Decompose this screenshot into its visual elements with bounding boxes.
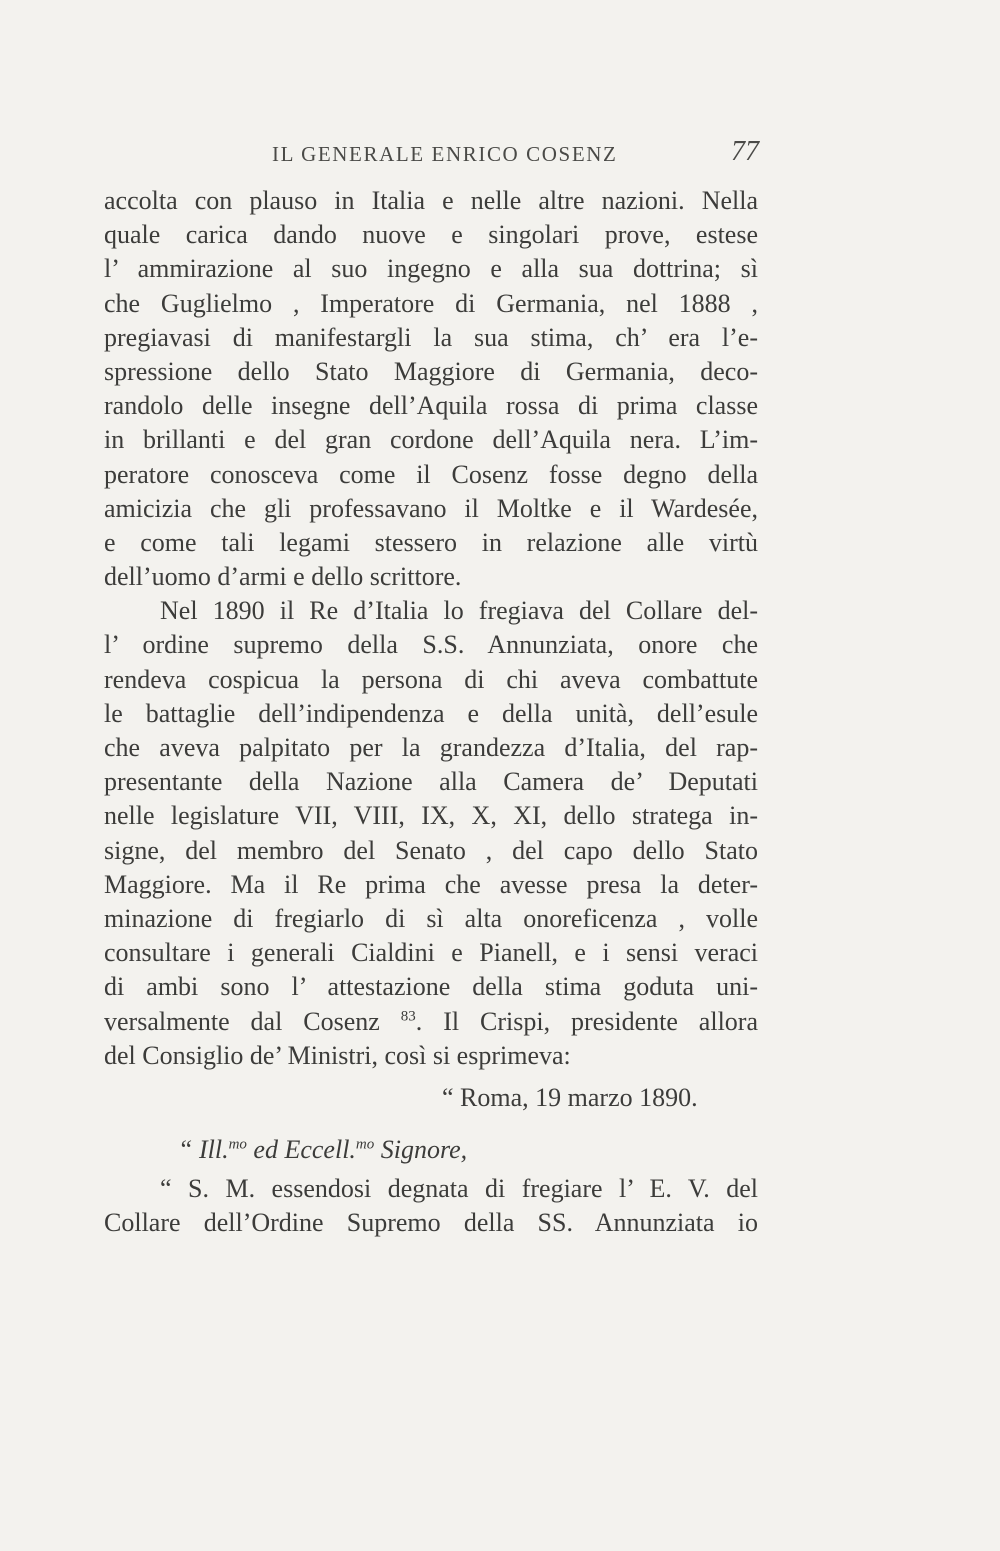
text-line: presentante della Nazione alla Camera de’ Deputati <box>104 767 758 797</box>
letter-line: “ S. M. essendosi degnata di fregiare l’ E. V. del <box>160 1174 758 1203</box>
text-line: pregiavasi di manifestargli la sua stima, ch’ era l’e- <box>104 322 758 352</box>
text-line: l’ ordine supremo della S.S. Annunziata, onore che <box>104 630 758 660</box>
text-line: minazione di fregiarlo di sì alta onoreficenza , volle <box>104 903 758 933</box>
paragraph-start-line: Nel 1890 il Re d’Italia lo fregiava del Collare del- <box>160 596 758 626</box>
text-line: di ambi sono l’ attestazione della stima goduta uni- <box>104 972 758 1002</box>
text-line-with-footnote <box>104 1005 758 1039</box>
text-line: signe, del membro del Senato , del capo dello Stato <box>104 835 758 865</box>
salutation-part: Signore, <box>374 1135 468 1164</box>
letter-line: Collare dell’Ordine Supremo della SS. Annunziata io <box>104 1208 758 1238</box>
letter-date: “ Roma, 19 marzo 1890. <box>442 1083 698 1112</box>
letter-salutation <box>178 1135 467 1165</box>
salutation-part: ed Eccell. <box>246 1135 356 1164</box>
running-head <box>0 136 1000 176</box>
text-line: in brillanti e del gran cordone dell’Aquila nera. L’im- <box>104 425 758 455</box>
text-line: l’ ammirazione al suo ingegno e alla sua dottrina; sì <box>104 254 758 284</box>
text-line: amicizia che gli professavano il Moltke e il Wardesée, <box>104 493 758 523</box>
text-line: peratore conosceva come il Cosenz fosse degno della <box>104 459 758 489</box>
text-line: dell’uomo d’armi e dello scrittore. <box>104 562 462 592</box>
footnote-reference: 83 <box>400 1007 416 1024</box>
text-line: quale carica dando nuove e singolari prove, estese <box>104 220 758 250</box>
text-line: che aveva palpitato per la grandezza d’Italia, del rap- <box>104 733 758 762</box>
text-line: nelle legislature VII, VIII, IX, X, XI, dello stratega in- <box>104 801 758 831</box>
text-line: che Guglielmo , Imperatore di Germania, nel 1888 , <box>104 288 758 318</box>
salutation-superscript: mo <box>355 1136 375 1153</box>
text-line: Maggiore. Ma il Re prima che avesse presa la deter- <box>104 869 758 899</box>
text-line: e come tali legami stessero in relazione alle virtù <box>104 527 758 557</box>
text-line: rendeva cospicua la persona di chi aveva combattute <box>104 664 758 694</box>
text-line: le battaglie dell’indipendenza e della unità, dell’esule <box>104 698 758 728</box>
text-segment: . Il Crispi, presidente allora <box>415 1006 758 1036</box>
body-text <box>104 184 758 1073</box>
letter-body <box>104 1172 758 1240</box>
salutation-superscript: mo <box>228 1136 247 1153</box>
text-line: consultare i generali Cialdini e Pianell, e i sensi veraci <box>104 938 758 968</box>
running-title: IL GENERALE ENRICO COSENZ <box>272 142 618 166</box>
text-segment: versalmente dal Cosenz <box>104 1006 380 1036</box>
text-line: spressione dello Stato Maggiore di Germania, deco- <box>104 356 758 386</box>
salutation-part: “ Ill. <box>178 1135 229 1164</box>
text-line: randolo delle insegne dell’Aquila rossa di prima classe <box>104 391 758 421</box>
text-line: accolta con plauso in Italia e nelle altre nazioni. Nella <box>104 186 758 215</box>
page-number: 77 <box>731 136 759 167</box>
text-line: del Consiglio de’ Ministri, così si esprimeva: <box>104 1040 571 1070</box>
